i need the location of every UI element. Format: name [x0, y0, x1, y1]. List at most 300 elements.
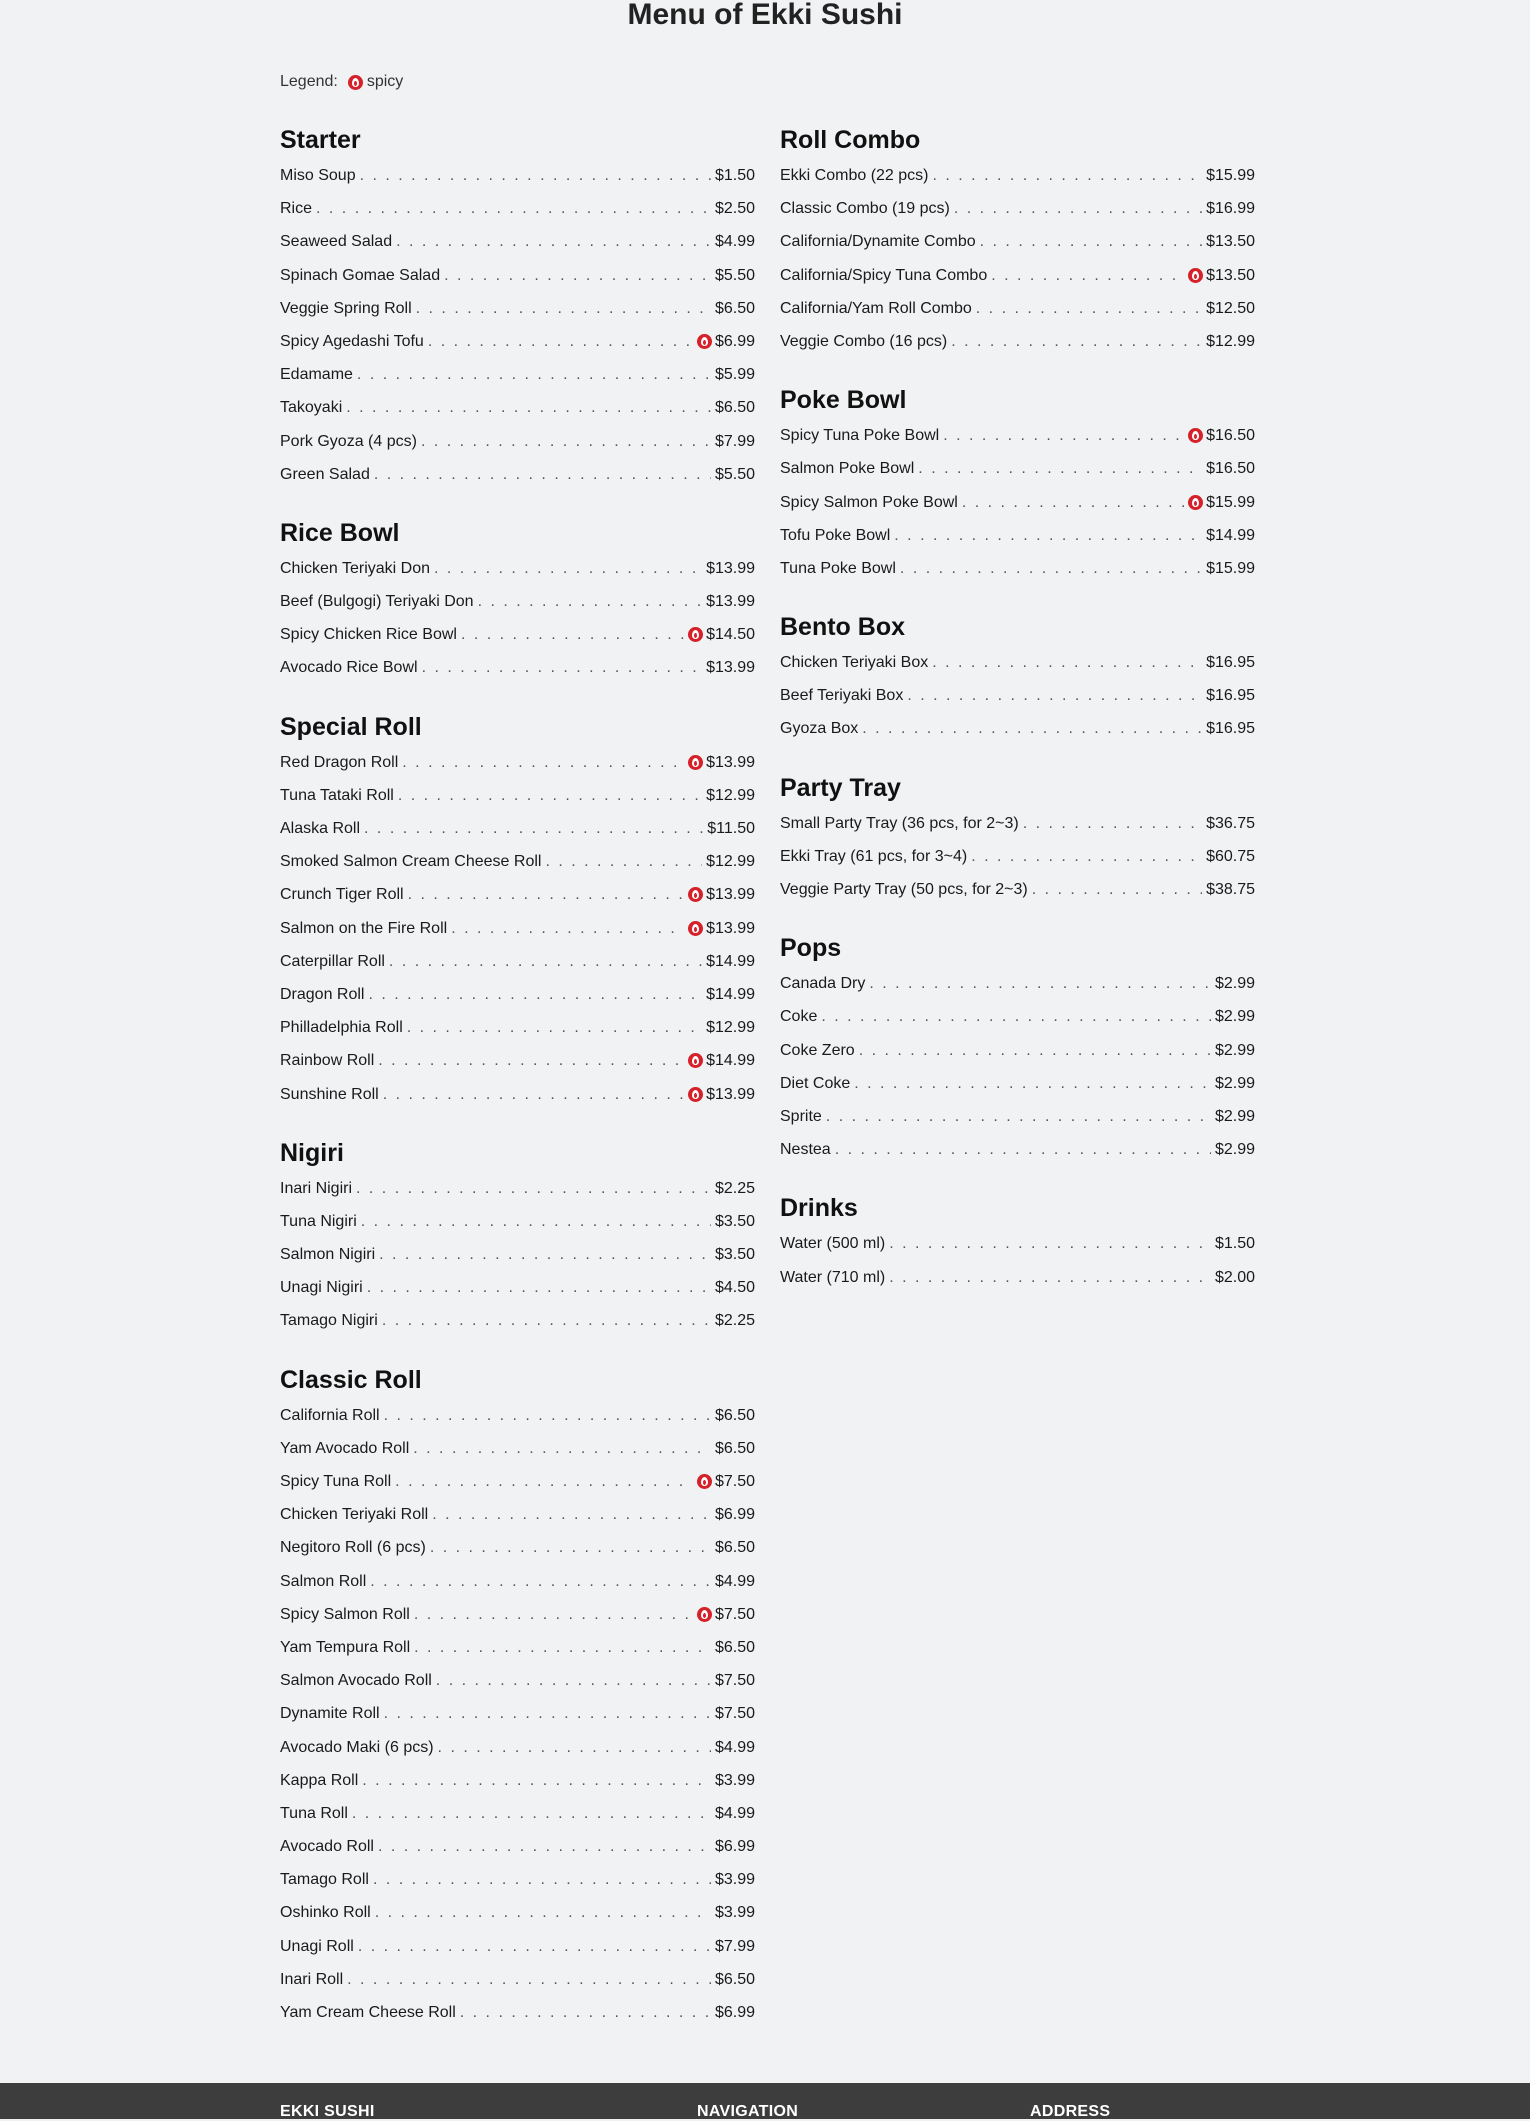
menu-item — [280, 1304, 755, 1337]
section-title: Nigiri — [280, 1138, 344, 1167]
menu-item — [280, 1172, 755, 1205]
menu-item-name: Coke — [780, 1008, 818, 1026]
dot-leader — [358, 1930, 711, 1963]
dot-leader — [430, 1531, 711, 1564]
menu-section-pops — [780, 931, 1255, 1166]
menu-item — [780, 679, 1255, 712]
menu-item — [280, 1697, 755, 1730]
menu-item-name: Tuna Tataki Roll — [280, 786, 394, 804]
menu-item-name: Unagi Nigiri — [280, 1279, 363, 1297]
section-title: Drinks — [780, 1194, 858, 1223]
legend-label: Legend: — [280, 73, 338, 90]
dot-leader — [398, 779, 702, 812]
menu-item-price: $4.99 — [714, 1572, 755, 1590]
dot-leader — [416, 292, 711, 325]
menu-item-price: $14.99 — [1206, 526, 1255, 544]
footer-navigation-heading: NAVIGATION — [697, 2103, 799, 2120]
menu-item-name: Spicy Salmon Roll — [280, 1605, 410, 1623]
menu-item-price: $2.25 — [714, 1312, 755, 1330]
dot-leader — [434, 552, 702, 585]
menu-item-name: Kappa Roll — [280, 1771, 359, 1789]
fire-icon — [688, 921, 703, 936]
menu-item-price: $6.99 — [714, 1506, 755, 1524]
menu-item — [280, 1432, 755, 1465]
dot-leader — [976, 292, 1202, 325]
menu-item — [280, 1631, 755, 1664]
menu-item — [280, 391, 755, 424]
menu-item-name: Oshinko Roll — [280, 1904, 371, 1922]
menu-item-price: $13.99 — [706, 753, 755, 771]
section-title: Poke Bowl — [780, 386, 907, 415]
menu-item-name: Sunshine Roll — [280, 1085, 379, 1103]
dot-leader — [378, 1044, 684, 1077]
menu-item — [280, 1764, 755, 1797]
menu-item-name: Inari Nigiri — [280, 1179, 353, 1197]
menu-item-price: $16.50 — [1206, 427, 1255, 445]
menu-item — [280, 618, 755, 651]
menu-item-name: Philladelphia Roll — [280, 1019, 403, 1037]
menu-item-price: $6.50 — [714, 1439, 755, 1457]
menu-item — [780, 1133, 1255, 1166]
dot-leader — [346, 391, 711, 424]
menu-item-price: $12.50 — [1206, 299, 1255, 317]
menu-item-price: $12.99 — [1206, 332, 1255, 350]
dot-leader — [384, 1697, 711, 1730]
menu-item-name: Unagi Roll — [280, 1937, 354, 1955]
menu-item — [280, 945, 755, 978]
menu-item-price: $14.99 — [706, 1052, 755, 1070]
menu-item — [280, 325, 755, 358]
menu-item-price: $3.99 — [714, 1871, 755, 1889]
menu-item-name: Coke Zero — [780, 1041, 855, 1059]
dot-leader — [460, 1996, 711, 2029]
menu-item-name: Miso Soup — [280, 167, 356, 184]
dot-leader — [357, 358, 711, 391]
menu-item-price: $7.50 — [714, 1605, 755, 1623]
menu-item-name: Salmon Poke Bowl — [780, 460, 915, 478]
menu-item-name: Caterpillar Roll — [280, 952, 385, 970]
dot-leader — [971, 840, 1202, 873]
fire-icon — [688, 755, 703, 770]
fire-icon — [697, 334, 712, 349]
menu-item — [280, 192, 755, 225]
menu-item — [780, 1100, 1255, 1133]
menu-item-name: Negitoro Roll (6 pcs) — [280, 1539, 426, 1557]
dot-leader — [347, 1963, 711, 1996]
menu-item-price: $5.50 — [714, 266, 755, 284]
dot-leader — [869, 967, 1211, 1000]
menu-item — [780, 519, 1255, 552]
dot-leader — [367, 1271, 711, 1304]
menu-item-name: Salmon Nigiri — [280, 1246, 376, 1264]
menu-item-price: $13.99 — [706, 659, 755, 677]
menu-item — [280, 1863, 755, 1896]
menu-item-price: $13.99 — [706, 919, 755, 937]
menu-item — [280, 978, 755, 1011]
menu-item — [280, 159, 755, 192]
menu-item-price: $15.99 — [1206, 167, 1255, 184]
menu-item-price: $2.25 — [714, 1179, 755, 1197]
menu-item-price: $13.50 — [1206, 233, 1255, 251]
menu-item-price: $2.99 — [1214, 1141, 1255, 1159]
dot-leader — [378, 1830, 711, 1863]
menu-item-price: $16.99 — [1206, 200, 1255, 218]
menu-item — [280, 1963, 755, 1996]
menu-item-price: $2.99 — [1214, 975, 1255, 993]
dot-leader — [962, 486, 1184, 519]
dot-leader — [438, 1731, 711, 1764]
menu-item-name: Avocado Maki (6 pcs) — [280, 1738, 434, 1756]
menu-item — [280, 225, 755, 258]
menu-item — [280, 1465, 755, 1498]
menu-item — [780, 712, 1255, 745]
menu-item-name: California Roll — [280, 1406, 380, 1424]
dot-leader — [889, 1261, 1211, 1294]
menu-item-name: California/Spicy Tuna Combo — [780, 266, 988, 284]
dot-leader — [943, 419, 1184, 452]
dot-leader — [826, 1100, 1211, 1133]
menu-item — [780, 552, 1255, 585]
menu-item — [280, 1598, 755, 1631]
menu-item-price: $36.75 — [1206, 814, 1255, 832]
legend-spicy-text: spicy — [366, 73, 404, 90]
menu-item — [280, 845, 755, 878]
menu-item-name: Crunch Tiger Roll — [280, 886, 404, 904]
menu-item-price: $6.50 — [714, 1406, 755, 1424]
menu-item-name: Beef (Bulgogi) Teriyaki Don — [280, 593, 474, 611]
menu-item-price: $15.99 — [1206, 493, 1255, 511]
menu-section-bento-box — [780, 610, 1255, 746]
menu-item-name: Ekki Tray (61 pcs, for 3~4) — [780, 847, 968, 865]
menu-item — [280, 651, 755, 684]
menu-item-price: $1.50 — [1214, 1235, 1255, 1253]
dot-leader — [360, 159, 711, 192]
menu-item-name: Veggie Party Tray (50 pcs, for 2~3) — [780, 881, 1028, 898]
dot-leader — [894, 519, 1202, 552]
menu-item-name: Tuna Nigiri — [280, 1212, 357, 1230]
menu-item-price: $15.99 — [1206, 559, 1255, 577]
dot-leader — [821, 1000, 1211, 1033]
menu-item — [780, 259, 1255, 292]
dot-leader — [373, 1863, 711, 1896]
dot-leader — [407, 1011, 702, 1044]
menu-item-price: $4.99 — [714, 1804, 755, 1822]
dot-leader — [991, 259, 1184, 292]
menu-item-name: Gyoza Box — [780, 720, 859, 738]
menu-item-price: $12.99 — [706, 786, 755, 804]
dot-leader — [364, 812, 703, 845]
dot-leader — [428, 325, 693, 358]
menu-item-price: $6.99 — [714, 332, 755, 350]
menu-item-price: $5.50 — [714, 465, 755, 483]
menu-item-name: Alaska Roll — [280, 820, 361, 837]
menu-item-name: Avocado Rice Bowl — [280, 659, 418, 677]
menu-item — [280, 1930, 755, 1963]
dot-leader — [356, 1172, 711, 1205]
menu-item-price: $13.99 — [706, 593, 755, 611]
menu-item — [780, 192, 1255, 225]
menu-item — [780, 292, 1255, 325]
menu-section-drinks — [780, 1191, 1255, 1293]
menu-item-name: Sprite — [780, 1107, 822, 1125]
menu-item — [780, 1261, 1255, 1294]
menu-item-price: $4.50 — [714, 1279, 755, 1297]
legend — [280, 73, 403, 91]
dot-leader — [383, 1078, 684, 1111]
dot-leader — [444, 259, 711, 292]
menu-item-name: Canada Dry — [780, 975, 866, 993]
menu-item-name: Salmon Roll — [280, 1572, 367, 1590]
dot-leader — [413, 1432, 711, 1465]
dot-leader — [395, 1465, 693, 1498]
menu-item-name: Classic Combo (19 pcs) — [780, 200, 950, 218]
menu-item — [280, 552, 755, 585]
dot-leader — [402, 746, 684, 779]
menu-item-price: $2.99 — [1214, 1008, 1255, 1026]
footer-brand: EKKI SUSHI — [280, 2103, 375, 2120]
menu-item-name: Nestea — [780, 1141, 831, 1159]
menu-item-name: Tuna Roll — [280, 1804, 348, 1822]
menu-item-name: Rainbow Roll — [280, 1052, 375, 1070]
menu-item — [780, 1227, 1255, 1260]
menu-item-price: $16.95 — [1206, 654, 1255, 672]
fire-icon — [348, 75, 363, 90]
menu-item-price: $14.50 — [706, 626, 755, 644]
menu-item-name: Chicken Teriyaki Don — [280, 559, 430, 577]
menu-item-price: $2.99 — [1214, 1107, 1255, 1125]
menu-item-price: $13.99 — [706, 1085, 755, 1103]
menu-item-price: $1.50 — [714, 167, 755, 184]
menu-item-price: $7.99 — [714, 1937, 755, 1955]
fire-icon — [1188, 495, 1203, 510]
menu-item-name: Chicken Teriyaki Roll — [280, 1506, 429, 1524]
menu-item-price: $2.99 — [1214, 1041, 1255, 1059]
dot-leader — [414, 1598, 693, 1631]
menu-item — [280, 779, 755, 812]
menu-item — [780, 1034, 1255, 1067]
menu-item-name: Chicken Teriyaki Box — [780, 654, 929, 672]
menu-item-price: $60.75 — [1206, 847, 1255, 865]
menu-item-name: Rice — [280, 200, 313, 218]
fire-icon — [1188, 428, 1203, 443]
menu-item-name: Takoyaki — [280, 399, 343, 417]
menu-item-name: Edamame — [280, 366, 353, 384]
section-title: Pops — [780, 934, 842, 963]
menu-item-price: $3.99 — [714, 1771, 755, 1789]
menu-item-price: $4.99 — [714, 233, 755, 251]
dot-leader — [859, 1034, 1211, 1067]
menu-item-price: $6.99 — [714, 1838, 755, 1856]
menu-item — [280, 1797, 755, 1830]
menu-item-name: Green Salad — [280, 465, 370, 483]
menu-item-price: $6.50 — [714, 1970, 755, 1988]
dot-leader — [1023, 807, 1202, 840]
menu-item — [280, 1996, 755, 2029]
menu-item-price: $6.50 — [714, 399, 755, 417]
dot-leader — [379, 1238, 711, 1271]
menu-item-name: Beef Teriyaki Box — [780, 687, 904, 705]
menu-item — [280, 746, 755, 779]
menu-item-name: Diet Coke — [780, 1074, 851, 1092]
menu-item — [280, 1731, 755, 1764]
dot-leader — [451, 912, 684, 945]
menu-item — [280, 1565, 755, 1598]
menu-item-price: $14.99 — [706, 952, 755, 970]
section-title: Party Tray — [780, 773, 901, 802]
dot-leader — [478, 585, 702, 618]
menu-item-name: Seaweed Salad — [280, 233, 393, 251]
dot-leader — [932, 646, 1202, 679]
menu-item-price: $16.95 — [1206, 720, 1255, 738]
section-title: Starter — [280, 126, 361, 154]
menu-section-starter — [280, 123, 755, 491]
fire-icon — [697, 1607, 712, 1622]
dot-leader — [862, 712, 1202, 745]
section-title: Roll Combo — [780, 126, 921, 154]
menu-item-price: $3.99 — [714, 1904, 755, 1922]
menu-item — [780, 225, 1255, 258]
menu-item-name: Small Party Tray (36 pcs, for 2~3) — [780, 814, 1019, 832]
menu-item-price: $16.50 — [1206, 460, 1255, 478]
dot-leader — [382, 1304, 711, 1337]
menu-item-price: $7.50 — [714, 1672, 755, 1690]
dot-leader — [432, 1498, 711, 1531]
footer — [0, 2083, 1530, 2119]
menu-item-price: $4.99 — [714, 1738, 755, 1756]
menu-item-price: $11.50 — [707, 820, 755, 837]
menu-item — [280, 1498, 755, 1531]
menu-section-nigiri — [280, 1136, 755, 1338]
menu-item-name: Spicy Agedashi Tofu — [280, 332, 424, 350]
menu-item-name: Inari Roll — [280, 1970, 344, 1988]
menu-item — [280, 1205, 755, 1238]
dot-leader — [461, 618, 684, 651]
menu-item — [280, 1399, 755, 1432]
dot-leader — [368, 978, 702, 1011]
fire-icon — [688, 627, 703, 642]
menu-section-classic-roll — [280, 1363, 755, 2030]
menu-item-price: $7.50 — [714, 1705, 755, 1723]
menu-item — [780, 159, 1255, 192]
menu-item — [280, 358, 755, 391]
menu-item-name: Tofu Poke Bowl — [780, 526, 891, 544]
menu-item — [280, 1238, 755, 1271]
menu-item — [780, 646, 1255, 679]
dot-leader — [980, 225, 1202, 258]
menu-item-name: Avocado Roll — [280, 1838, 374, 1856]
menu-item — [280, 585, 755, 618]
menu-item — [280, 1896, 755, 1929]
dot-leader — [907, 679, 1202, 712]
dot-leader — [954, 192, 1202, 225]
section-title: Bento Box — [780, 613, 905, 642]
page-title: Menu of Ekki Sushi — [627, 0, 903, 31]
fire-icon — [1188, 268, 1203, 283]
menu-item-price: $3.50 — [714, 1246, 755, 1264]
menu-item-name: Dynamite Roll — [280, 1705, 380, 1723]
menu-column-right — [780, 123, 1255, 1319]
menu-item — [280, 425, 755, 458]
menu-item — [280, 1078, 755, 1111]
menu-item-name: Spicy Salmon Poke Bowl — [780, 493, 958, 511]
menu-item — [280, 1044, 755, 1077]
menu-item-name: Red Dragon Roll — [280, 753, 399, 771]
menu-item-name: Yam Avocado Roll — [280, 1439, 410, 1457]
dot-leader — [389, 945, 702, 978]
menu-item-price: $13.50 — [1206, 266, 1255, 284]
menu-section-roll-combo — [780, 123, 1255, 358]
menu-item-name: Dragon Roll — [280, 985, 365, 1003]
menu-item — [780, 873, 1255, 906]
dot-leader — [436, 1664, 711, 1697]
menu-item-price: $7.50 — [714, 1473, 755, 1490]
section-title: Special Roll — [280, 712, 422, 741]
menu-item — [280, 1830, 755, 1863]
menu-item-price: $2.50 — [714, 200, 755, 218]
menu-item — [280, 1011, 755, 1044]
menu-item-name: Tuna Poke Bowl — [780, 559, 896, 577]
dot-leader — [422, 651, 703, 684]
dot-leader — [414, 1631, 711, 1664]
menu-item-name: Ekki Combo (22 pcs) — [780, 167, 929, 184]
menu-item-name: California/Dynamite Combo — [780, 233, 976, 251]
section-title: Rice Bowl — [280, 518, 400, 547]
menu-item — [280, 812, 755, 845]
menu-item-name: Yam Cream Cheese Roll — [280, 2004, 456, 2021]
menu-item-price: $13.99 — [706, 886, 755, 904]
menu-item-name: Salmon on the Fire Roll — [280, 919, 448, 937]
menu-item-price: $5.99 — [714, 366, 755, 384]
menu-item-name: Pork Gyoza (4 pcs) — [280, 432, 417, 450]
menu-item-name: Veggie Combo (16 pcs) — [780, 332, 948, 350]
dot-leader — [835, 1133, 1211, 1166]
menu-item-name: Tamago Roll — [280, 1871, 369, 1889]
menu-item — [780, 1000, 1255, 1033]
menu-item — [780, 325, 1255, 358]
menu-item-name: Salmon Avocado Roll — [280, 1672, 432, 1690]
menu-item-price: $16.95 — [1206, 687, 1255, 705]
menu-item-price: $6.50 — [714, 1638, 755, 1656]
dot-leader — [370, 1565, 711, 1598]
dot-leader — [361, 1205, 711, 1238]
menu-item — [280, 1271, 755, 1304]
menu-item-name: Water (500 ml) — [780, 1235, 886, 1253]
menu-item-name: California/Yam Roll Combo — [780, 299, 972, 317]
dot-leader — [545, 845, 702, 878]
menu-item — [280, 878, 755, 911]
menu-item-name: Spicy Chicken Rice Bowl — [280, 626, 457, 644]
menu-item — [280, 1664, 755, 1697]
dot-leader — [384, 1399, 711, 1432]
dot-leader — [396, 225, 711, 258]
fire-icon — [688, 1087, 703, 1102]
dot-leader — [918, 452, 1202, 485]
fire-icon — [688, 1053, 703, 1068]
menu-item-name: Spicy Tuna Roll — [280, 1473, 392, 1490]
menu-item-name: Spinach Gomae Salad — [280, 266, 441, 284]
dot-leader — [900, 552, 1202, 585]
menu-item-name: Smoked Salmon Cream Cheese Roll — [280, 853, 542, 871]
menu-item — [780, 807, 1255, 840]
dot-leader — [933, 159, 1203, 192]
dot-leader — [889, 1227, 1211, 1260]
menu-item-price: $6.50 — [714, 299, 755, 317]
menu-section-poke-bowl — [780, 383, 1255, 585]
footer-address-heading: ADDRESS — [1030, 2103, 1111, 2120]
menu-item-price: $6.50 — [714, 1539, 755, 1557]
menu-item-price: $6.99 — [714, 2004, 755, 2021]
menu-item — [780, 486, 1255, 519]
